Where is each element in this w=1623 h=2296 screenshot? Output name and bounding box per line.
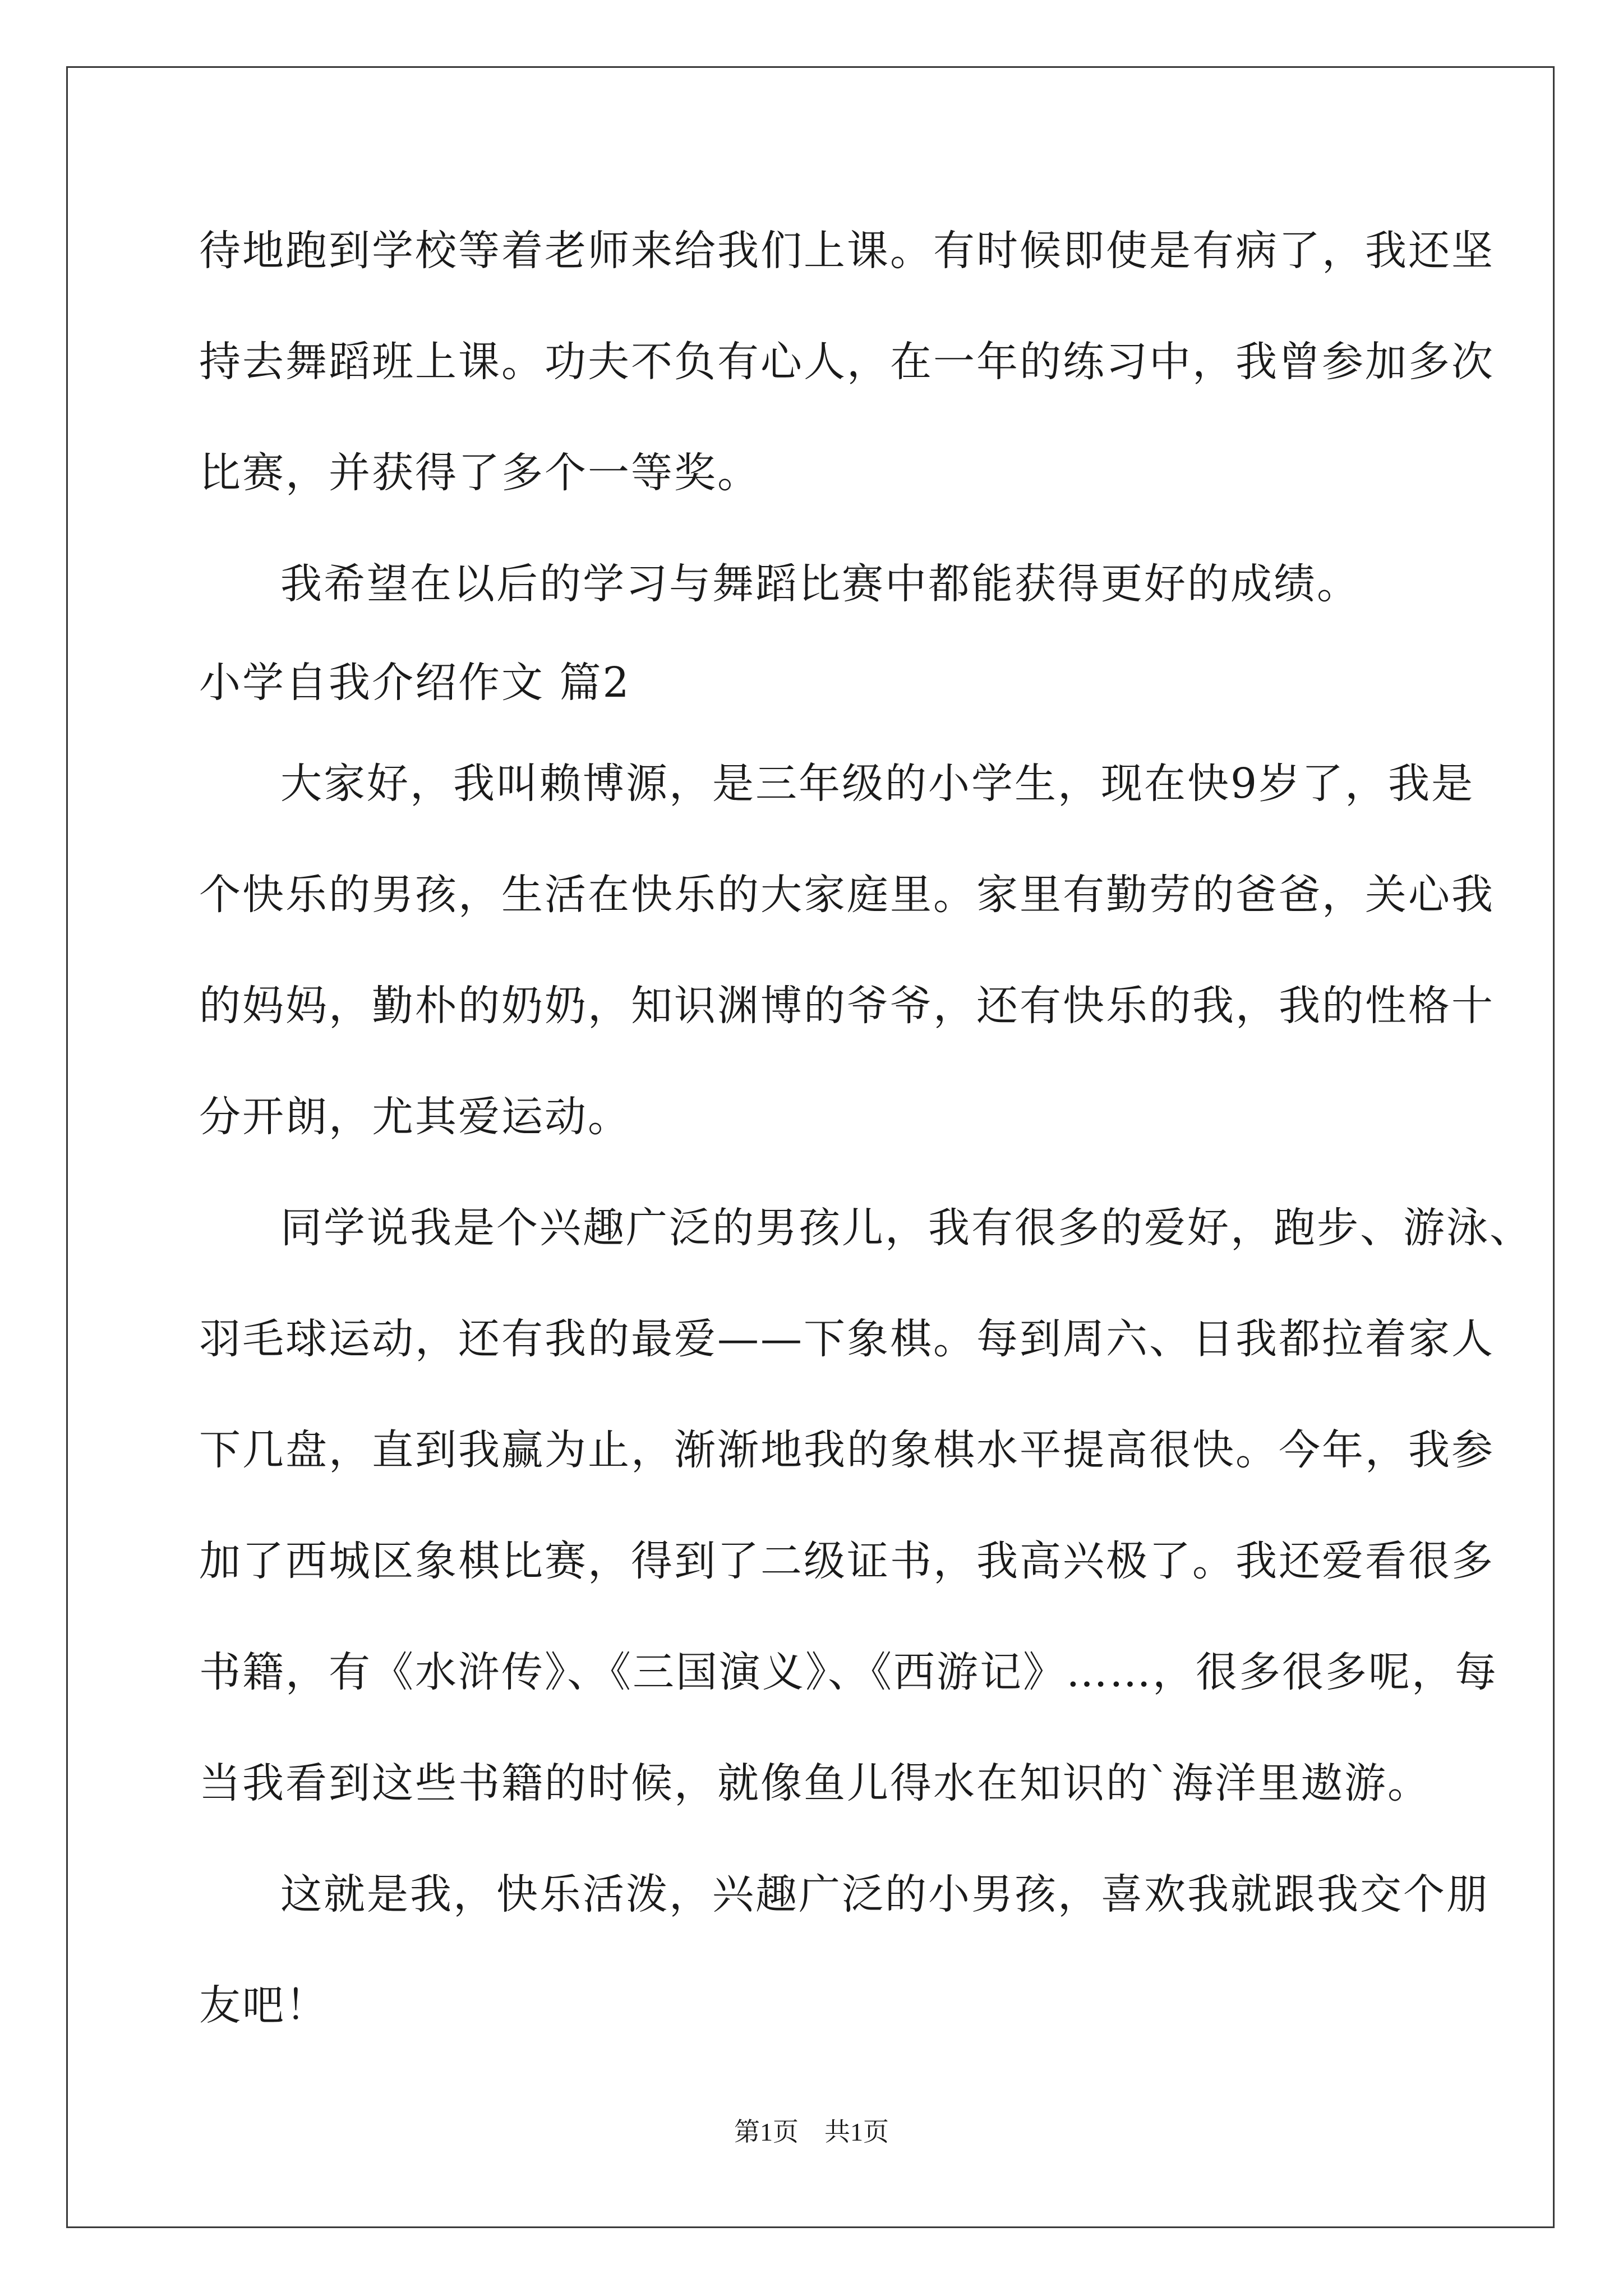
paragraph-line: 羽毛球运动，还有我的最爱——下象棋。每到周六、日我都拉着家人 <box>199 1315 1495 1363</box>
paragraph-line: 当我看到这些书籍的时候，就像鱼儿得水在知识的`海洋里遨游。 <box>199 1759 1431 1807</box>
paragraph-line: 持去舞蹈班上课。功夫不负有心人，在一年的练习中，我曾参加多次 <box>199 338 1495 386</box>
paragraph-line: 这就是我，快乐活泼，兴趣广泛的小男孩，喜欢我就跟我交个朋 <box>280 1870 1490 1918</box>
paragraph-line: 下几盘，直到我赢为止，渐渐地我的象棋水平提高很快。今年，我参 <box>199 1426 1495 1474</box>
paragraph-line: 个快乐的男孩，生活在快乐的大家庭里。家里有勤劳的爸爸，关心我 <box>199 871 1495 919</box>
paragraph-line: 书籍，有《水浒传》、《三国演义》、《西游记》……，很多很多呢，每 <box>199 1648 1498 1696</box>
paragraph-line: 同学说我是个兴趣广泛的男孩儿，我有很多的爱好，跑步、游泳、 <box>280 1204 1533 1252</box>
paragraph-line: 分开朗，尤其爱运动。 <box>199 1093 631 1141</box>
paragraph-line: 友吧！ <box>199 1981 329 2030</box>
paragraph-line: 我希望在以后的学习与舞蹈比赛中都能获得更好的成绩。 <box>280 560 1360 608</box>
page-number-footer: 第1页 共1页 <box>734 2118 889 2146</box>
paragraph-line: 大家好，我叫赖博源，是三年级的小学生，现在快9岁了，我是 <box>280 760 1475 808</box>
paragraph-line: 的妈妈，勤朴的奶奶，知识渊博的爷爷，还有快乐的我，我的性格十 <box>199 982 1495 1030</box>
paragraph-line: 待地跑到学校等着老师来给我们上课。有时候即使是有病了，我还坚 <box>199 227 1495 275</box>
paragraph-line: 加了西城区象棋比赛，得到了二级证书，我高兴极了。我还爱看很多 <box>199 1537 1495 1585</box>
paragraph-line: 比赛，并获得了多个一等奖。 <box>199 449 760 497</box>
section-heading: 小学自我介绍作文 篇2 <box>199 659 631 707</box>
